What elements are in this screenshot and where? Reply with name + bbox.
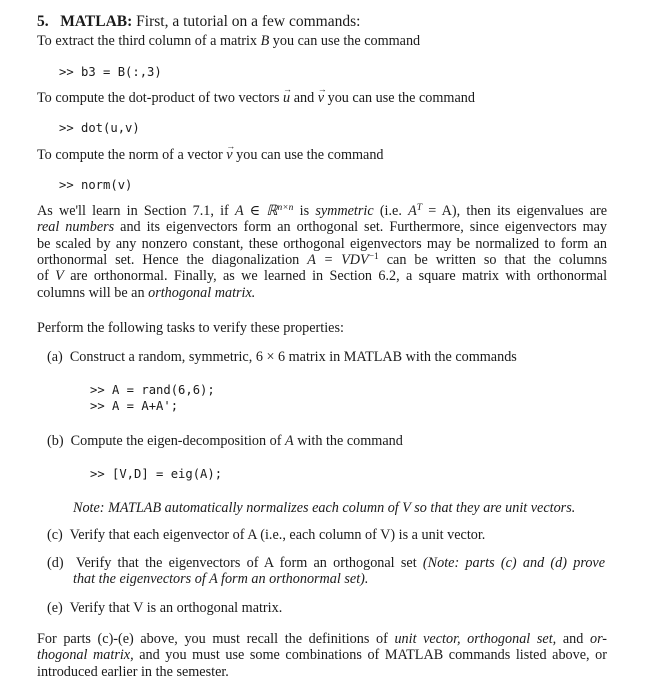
para-line-6-a: columns will be an (37, 285, 145, 301)
closing-line-1 (37, 631, 607, 648)
para-line-4-c: can be written so that the columns (386, 252, 608, 268)
task-b-tail: with the command (297, 433, 403, 449)
para-line-4-b: A = VDV (307, 252, 369, 268)
para-line-1-a: As we'll learn in Section 7.1, if (37, 203, 229, 219)
code-symmetrize: >> A = A+A'; (90, 399, 179, 413)
task-a-text: Construct a random, symmetric, 6 × 6 matrix in MATLAB with the commands (69, 349, 517, 365)
dot-instruction (37, 90, 475, 107)
task-c-label: (c) (47, 527, 63, 543)
para-line-4-sup: −1 (368, 252, 379, 262)
norm-instruction (37, 147, 384, 164)
task-note (73, 500, 575, 517)
para-line-2 (37, 219, 607, 236)
para-line-5 (37, 268, 607, 285)
para-line-5-c: are orthonormal. Finally, as we learned in Section 6.2, a square matrix with orthonormal (70, 268, 608, 284)
code-b3: >> b3 = B(:,3) (59, 65, 162, 79)
closing-line-1-b: unit vector, orthogonal set, (394, 631, 557, 647)
task-e-text: Verify that V is an orthogonal matrix. (69, 600, 283, 616)
task-c (47, 527, 485, 544)
para-line-5-b: V (55, 268, 64, 284)
para-line-5-a: of (37, 268, 49, 284)
task-a (47, 349, 517, 366)
para-line-6-b: orthogonal matrix. (148, 285, 256, 301)
task-b (47, 433, 403, 450)
problem-heading (37, 14, 360, 31)
norm-instruction-text: To compute the norm of a vector (37, 147, 223, 163)
dot-instruction-tail: you can use the command (327, 90, 475, 106)
norm-instruction-tail: you can use the command (236, 147, 384, 163)
column-instruction-tail: you can use the command (272, 33, 421, 49)
dot-instruction-text: To compute the dot-product of two vectors (37, 90, 280, 106)
task-c-text: Verify that each eigenvector of A (i.e., each column of V) is a unit vector. (69, 527, 486, 543)
column-instruction-text: To extract the third column of a matrix (37, 33, 258, 49)
closing-line-2 (37, 647, 607, 664)
closing-line-1-c: and (562, 631, 584, 647)
vector-u-symbol: → u (283, 90, 290, 107)
task-d-note-tail: that the eigenvectors of A form an orthonormal set). (73, 571, 369, 587)
para-line-2-b: and its eigenvectors form an orthogonal set. Furthermore, since eigenvectors may (120, 219, 607, 235)
problem-number: 5. (37, 13, 49, 30)
closing-line-3: introduced earlier in the semester. (37, 664, 229, 680)
task-b-label: (b) (47, 433, 64, 449)
para-line-1-f: A (408, 203, 417, 219)
task-b-text: Compute the eigen-decomposition of (70, 433, 282, 449)
para-line-1-b: A ∈ ℝ (234, 203, 278, 219)
problem-heading-rest: First, a tutorial on a few commands: (136, 13, 361, 30)
code-eig: >> [V,D] = eig(A); (90, 467, 223, 481)
task-d-note: (Note: parts (c) and (d) prove (422, 555, 606, 571)
para-line-2-a: real numbers (37, 219, 115, 235)
para-line-3: be scaled by any nonzero constant, these orthogonal eigenvectors may be normalized to form an (37, 236, 607, 252)
para-line-1 (37, 203, 607, 220)
para-line-4-a: orthonormal set. Hence the diagonalization (37, 252, 300, 268)
closing-line-1-a: For parts (c)-(e) above, you must recall the definitions of (37, 631, 388, 647)
task-e (47, 600, 282, 617)
dot-instruction-and: and (293, 90, 315, 106)
task-a-label: (a) (47, 349, 63, 365)
closing-line-2-a: thogonal matrix, (37, 647, 134, 663)
tasks-intro: Perform the following tasks to verify these properties: (37, 320, 344, 336)
code-rand: >> A = rand(6,6); (90, 383, 215, 397)
para-line-4 (37, 252, 607, 269)
para-line-1-c: is (299, 203, 310, 219)
vector-v-symbol: → v (318, 90, 324, 107)
task-d-text: Verify that the eigenvectors of A form an orthogonal set (75, 555, 417, 571)
para-line-1-sup: n×n (277, 203, 294, 213)
matrix-b-symbol: B (260, 33, 270, 49)
closing-line-1-d: or- (589, 631, 608, 647)
para-line-6 (37, 285, 255, 302)
code-norm: >> norm(v) (59, 178, 133, 192)
column-instruction (37, 33, 420, 50)
vector-v-symbol-2: → v (226, 147, 232, 164)
task-b-var: A (284, 433, 294, 449)
para-line-1-d: symmetric (315, 203, 374, 219)
code-dot: >> dot(u,v) (59, 121, 140, 135)
task-d (47, 555, 605, 572)
closing-line-2-b: and you must use some combinations of MATLAB commands listed above, or (139, 647, 607, 663)
problem-heading-title: MATLAB: (60, 13, 133, 30)
para-line-1-sup2: T (416, 203, 423, 213)
para-line-1-g: = A), then its eigenvalues are (428, 203, 608, 219)
task-note-text: Note: MATLAB automatically normalizes each column of V so that they are unit vectors. (73, 500, 576, 516)
task-d-line-2 (73, 571, 368, 588)
para-line-1-e: (i.e. (379, 203, 402, 219)
task-e-label: (e) (47, 600, 63, 616)
task-d-label: (d) (47, 555, 64, 571)
